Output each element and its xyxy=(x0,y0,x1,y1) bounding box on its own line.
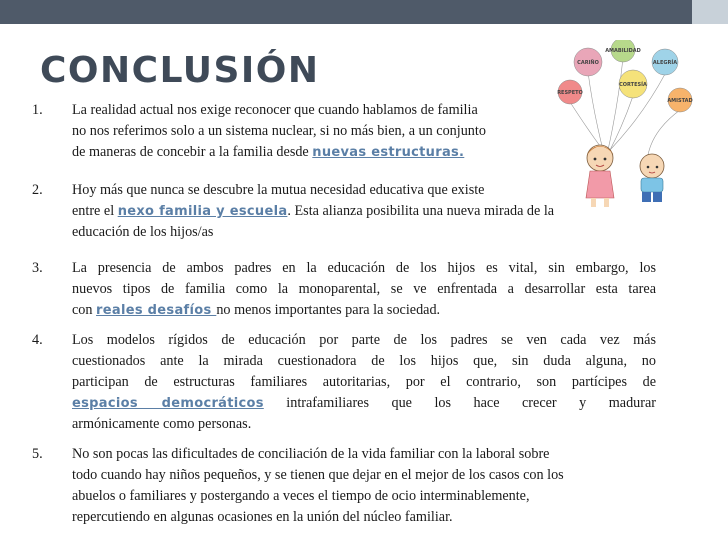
text-segment: intrafamiliares que los hace crecer y madurar xyxy=(263,395,656,411)
slide-title: CONCLUSIÓN xyxy=(40,50,320,91)
text-segment: La presencia de ambos padres en la educación de los hijos es vital, sin embargo, los xyxy=(72,260,656,276)
balloon-label: AMABILIDAD xyxy=(605,48,641,54)
text-line xyxy=(72,393,656,414)
text-segment: abuelos o familiares y postergando a veces el tiempo de ocio interminablemente, xyxy=(72,488,530,504)
balloon-label: RESPETO xyxy=(557,90,583,96)
item-text xyxy=(72,444,564,528)
text-line xyxy=(72,372,656,393)
text-segment: armónicamente como personas. xyxy=(72,416,252,432)
balloon-label: ALEGRÍA xyxy=(652,60,678,66)
item-number: 3. xyxy=(32,260,43,276)
item-number: 1. xyxy=(32,102,43,118)
text-segment: . Esta alianza posibilita una nueva mirada de la xyxy=(287,203,555,219)
text-line xyxy=(72,414,656,435)
balloon-label: CARIÑO xyxy=(577,60,599,66)
item-number: 4. xyxy=(32,332,43,348)
text-line xyxy=(72,486,564,507)
child-boy xyxy=(640,154,664,202)
text-segment: de maneras de concebir a la familia desde xyxy=(72,144,313,160)
text-segment: cuestionados ante la mirada cuestionadora de los hijos que, sin duda alguna, no xyxy=(72,353,656,369)
children-with-balloons-illustration xyxy=(548,40,708,210)
text-segment: Hoy más que nunca se descubre la mutua necesidad educativa que existe xyxy=(72,182,485,198)
item-text xyxy=(72,330,656,435)
text-line xyxy=(72,507,564,528)
text-segment: con xyxy=(72,302,97,318)
text-segment: todo cuando hay niños pequeños, y se tienen que dejar en el mejor de los casos con los xyxy=(72,467,564,483)
keyword-highlight: espacios democráticos xyxy=(72,396,264,411)
text-segment: repercutiendo en algunas ocasiones en la unión del núcleo familiar. xyxy=(72,509,453,525)
text-segment: nuevos tipos de familia como la monoparental, se ve enfrentada a desarrollar esta tarea xyxy=(72,281,656,297)
item-number: 5. xyxy=(32,446,43,462)
keyword-highlight: nuevas estructuras. xyxy=(312,145,465,160)
text-line xyxy=(72,330,656,351)
balloon-label: AMISTAD xyxy=(667,98,693,104)
text-line xyxy=(72,258,656,279)
item-text xyxy=(72,258,656,321)
item-number: 2. xyxy=(32,182,43,198)
text-line xyxy=(72,100,486,121)
text-line xyxy=(72,279,656,300)
text-line xyxy=(72,180,554,201)
text-segment: entre el xyxy=(72,203,118,219)
text-line xyxy=(72,121,486,142)
text-line xyxy=(72,300,656,321)
item-text xyxy=(72,180,554,243)
text-line xyxy=(72,444,564,465)
text-segment: no menos importantes para la sociedad. xyxy=(216,302,441,318)
text-segment: Los modelos rígidos de educación por parte de los padres se ven cada vez más xyxy=(72,332,656,348)
text-line xyxy=(72,142,486,163)
balloon-label: CORTESÍA xyxy=(619,82,647,88)
balloon-group xyxy=(557,40,692,112)
text-segment: No son pocas las dificultades de conciliación de la vida familiar con la laboral sobre xyxy=(72,446,550,462)
text-segment: La realidad actual nos exige reconocer que cuando hablamos de familia xyxy=(72,102,478,118)
keyword-highlight: reales desafíos xyxy=(96,303,217,318)
text-line xyxy=(72,222,554,243)
text-line xyxy=(72,351,656,372)
item-text xyxy=(72,100,486,163)
text-line xyxy=(72,465,564,486)
text-segment: no nos referimos solo a un sistema nuclear, si no más bien, a un conjunto xyxy=(72,123,486,139)
keyword-highlight: nexo familia y escuela xyxy=(117,204,288,219)
text-segment: participan de estructuras familiares autoritarias, por el contrario, son partícipes de xyxy=(72,374,656,390)
text-line xyxy=(72,201,554,222)
child-girl xyxy=(586,145,614,207)
text-segment: educación de los hijos/as xyxy=(72,224,214,240)
